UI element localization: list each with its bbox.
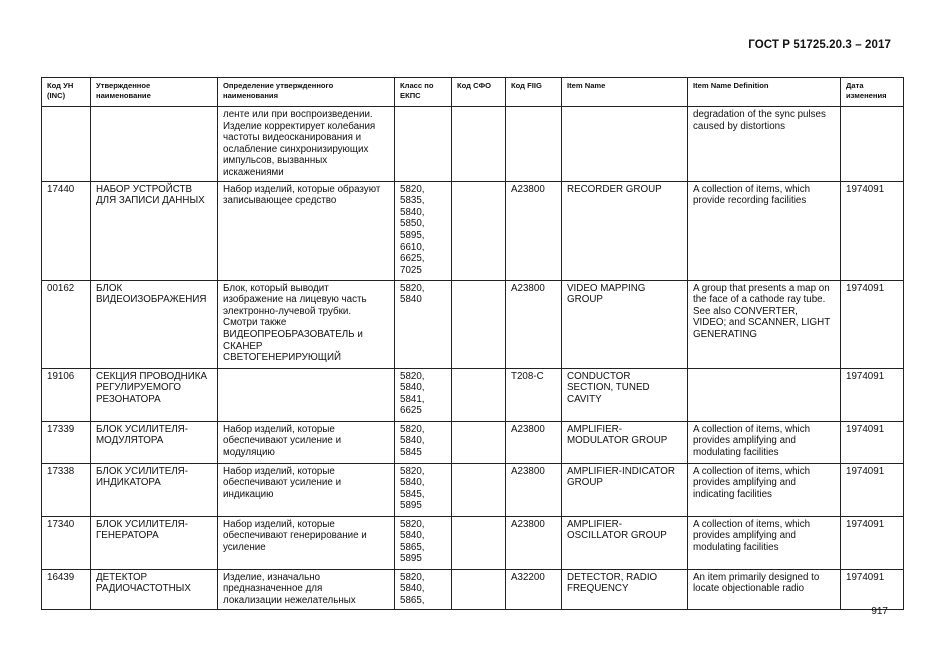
- cell-sfo: [452, 421, 506, 463]
- table-header-row: [42, 78, 904, 107]
- table-row: [42, 463, 904, 516]
- table-row: [42, 368, 904, 421]
- page-number: 917: [871, 606, 888, 617]
- cell-fiig: [506, 107, 562, 182]
- cell-item-definition: [688, 368, 841, 421]
- cell-class: [395, 107, 452, 182]
- cell-item-name: AMPLIFIER- MODULATOR GROUP: [562, 421, 688, 463]
- table-row: [42, 516, 904, 569]
- cell-class: 5820, 5840, 5865, 5895: [395, 516, 452, 569]
- cell-definition: Набор изделий, которые образуют записывающее средство: [218, 181, 395, 280]
- cell-date: 1974091: [841, 421, 904, 463]
- cell-date: 1974091: [841, 569, 904, 609]
- cell-class: 5820, 5840, 5845: [395, 421, 452, 463]
- cell-item-definition: A collection of items, which provides amplifying and modulating facilities: [688, 516, 841, 569]
- col-header-approved-name: Утвержденное наименование: [91, 78, 218, 107]
- cell-date: 1974091: [841, 181, 904, 280]
- cell-class: 5820, 5840, 5841, 6625: [395, 368, 452, 421]
- cell-sfo: [452, 181, 506, 280]
- cell-class: 5820, 5835, 5840, 5850, 5895, 6610, 6625, 7025: [395, 181, 452, 280]
- cell-definition: Набор изделий, которые обеспечивают генерирование и усиление: [218, 516, 395, 569]
- cell-class: 5820, 5840, 5845, 5895: [395, 463, 452, 516]
- cell-date: 1974091: [841, 368, 904, 421]
- cell-fiig: T208-C: [506, 368, 562, 421]
- cell-item-definition: A collection of items, which provides amplifying and modulating facilities: [688, 421, 841, 463]
- cell-approved-name: ДЕТЕКТОР РАДИОЧАСТОТНЫХ: [91, 569, 218, 609]
- cell-item-name: AMPLIFIER-INDICATOR GROUP: [562, 463, 688, 516]
- cell-item-name: CONDUCTOR SECTION, TUNED CAVITY: [562, 368, 688, 421]
- cell-inc: 17338: [42, 463, 91, 516]
- table-row: [42, 569, 904, 609]
- cell-inc: 17339: [42, 421, 91, 463]
- cell-definition: Изделие, изначально предназначенное для локализации нежелательных: [218, 569, 395, 609]
- cell-inc: 17440: [42, 181, 91, 280]
- cell-item-name: AMPLIFIER- OSCILLATOR GROUP: [562, 516, 688, 569]
- cell-definition: [218, 368, 395, 421]
- cell-sfo: [452, 569, 506, 609]
- cell-item-name: DETECTOR, RADIO FREQUENCY: [562, 569, 688, 609]
- col-header-inc: Код УН (INC): [42, 78, 91, 107]
- col-header-date: Дата изменения: [841, 78, 904, 107]
- table-row: [42, 421, 904, 463]
- table-row: [42, 181, 904, 280]
- cell-definition: Набор изделий, которые обеспечивают усиление и модуляцию: [218, 421, 395, 463]
- cell-approved-name: БЛОК ВИДЕОИЗОБРАЖЕНИЯ: [91, 280, 218, 368]
- col-header-fiig: Код FIIG: [506, 78, 562, 107]
- cell-fiig: A32200: [506, 569, 562, 609]
- item-name-table: [41, 77, 904, 610]
- cell-item-definition: An item primarily designed to locate objectionable radio: [688, 569, 841, 609]
- cell-definition: Блок, который выводит изображение на лицевую часть электронно-лучевой трубки. Смотри также ВИДЕОПРЕОБРАЗОВАТЕЛЬ и СКАНЕР СВЕТОГЕНЕРИРУЮЩИЙ: [218, 280, 395, 368]
- cell-class: 5820, 5840: [395, 280, 452, 368]
- cell-approved-name: БЛОК УСИЛИТЕЛЯ- ГЕНЕРАТОРА: [91, 516, 218, 569]
- cell-item-definition: degradation of the sync pulses caused by distortions: [688, 107, 841, 182]
- table-row: [42, 107, 904, 182]
- cell-sfo: [452, 368, 506, 421]
- cell-fiig: A23800: [506, 463, 562, 516]
- cell-fiig: A23800: [506, 516, 562, 569]
- cell-sfo: [452, 107, 506, 182]
- cell-date: 1974091: [841, 280, 904, 368]
- cell-item-definition: A group that presents a map on the face of a cathode ray tube. See also CONVERTER, VIDEO; and SCANNER, LIGHT GENERATING: [688, 280, 841, 368]
- cell-inc: 00162: [42, 280, 91, 368]
- cell-approved-name: БЛОК УСИЛИТЕЛЯ- МОДУЛЯТОРА: [91, 421, 218, 463]
- col-header-definition: Определение утвержденного наименования: [218, 78, 395, 107]
- cell-inc: 16439: [42, 569, 91, 609]
- cell-sfo: [452, 280, 506, 368]
- cell-fiig: A23800: [506, 280, 562, 368]
- cell-class: 5820, 5840, 5865,: [395, 569, 452, 609]
- cell-approved-name: СЕКЦИЯ ПРОВОДНИКА РЕГУЛИРУЕМОГО РЕЗОНАТОРА: [91, 368, 218, 421]
- cell-inc: 17340: [42, 516, 91, 569]
- cell-inc: 19106: [42, 368, 91, 421]
- col-header-item-name: Item Name: [562, 78, 688, 107]
- cell-fiig: A23800: [506, 181, 562, 280]
- cell-item-name: VIDEO MAPPING GROUP: [562, 280, 688, 368]
- cell-date: 1974091: [841, 516, 904, 569]
- cell-item-definition: A collection of items, which provide recording facilities: [688, 181, 841, 280]
- table-row: [42, 280, 904, 368]
- col-header-sfo: Код СФО: [452, 78, 506, 107]
- col-header-class: Класс по ЕКПС: [395, 78, 452, 107]
- standard-designation: ГОСТ Р 51725.20.3 – 2017: [748, 39, 891, 51]
- cell-item-name: [562, 107, 688, 182]
- cell-date: 1974091: [841, 463, 904, 516]
- cell-fiig: A23800: [506, 421, 562, 463]
- cell-approved-name: [91, 107, 218, 182]
- cell-item-name: RECORDER GROUP: [562, 181, 688, 280]
- cell-inc: [42, 107, 91, 182]
- cell-sfo: [452, 516, 506, 569]
- cell-approved-name: БЛОК УСИЛИТЕЛЯ- ИНДИКАТОРА: [91, 463, 218, 516]
- cell-approved-name: НАБОР УСТРОЙСТВ ДЛЯ ЗАПИСИ ДАННЫХ: [91, 181, 218, 280]
- cell-sfo: [452, 463, 506, 516]
- cell-definition: ленте или при воспроизведении. Изделие корректирует колебания частоты видеосканирования и ослабление синхронизирующих импульсов, вызванных искажениями: [218, 107, 395, 182]
- cell-item-definition: A collection of items, which provides amplifying and indicating facilities: [688, 463, 841, 516]
- cell-definition: Набор изделий, которые обеспечивают усиление и индикацию: [218, 463, 395, 516]
- col-header-item-definition: Item Name Definition: [688, 78, 841, 107]
- cell-date: [841, 107, 904, 182]
